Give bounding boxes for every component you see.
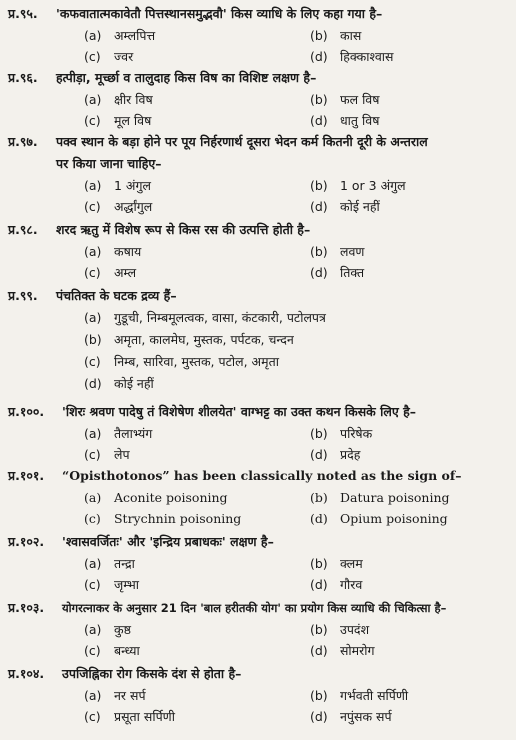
option-d: (d) नपुंसक सर्प — [310, 709, 392, 724]
option-c: (c) निम्ब, सारिवा, मुस्तक, पटोल, अमृता — [84, 354, 279, 369]
option-c: (c) ज्वर — [84, 49, 134, 64]
question-text: 'श्वासवर्जितः' और 'इन्द्रिय प्रबाधकः' लक्षण है– — [62, 534, 274, 549]
question-103 — [0, 598, 516, 662]
option-d: (d) तिक्त — [310, 265, 365, 280]
option-c: (c) लेप — [84, 447, 130, 462]
question-number: प्र.९९. — [8, 288, 38, 303]
option-d: (d) हिक्काश्वास — [310, 49, 394, 64]
question-text: पंचतिक्त के घटक द्रव्य हैं– — [56, 288, 177, 303]
option-b: (b) फल विष — [310, 92, 380, 107]
question-104 — [0, 664, 516, 728]
option-a: (a) क्षीर विष — [84, 92, 153, 107]
option-c: (c) Strychnin poisoning — [84, 511, 242, 526]
option-c: (c) मूल विष — [84, 113, 152, 128]
question-number: प्र.९६. — [8, 70, 38, 85]
question-98 — [0, 220, 516, 284]
question-100 — [0, 402, 516, 466]
option-b: (b) लवण — [310, 244, 365, 259]
question-text: 'कफवातात्मकावेतौ पित्तस्थानसमुद्भवौ' किस व्याधि के लिए कहा गया है– — [56, 6, 383, 21]
option-a: (a) 1 अंगुल — [84, 178, 151, 193]
option-a: (a) Aconite poisoning — [84, 490, 228, 505]
question-number: प्र.१०१. — [8, 468, 45, 483]
option-c: (c) अम्ल — [84, 265, 137, 280]
option-b: (b) परिषेक — [310, 426, 373, 441]
question-text-continued: पर किया जाना चाहिए– — [56, 156, 162, 171]
question-102 — [0, 532, 516, 596]
option-c: (c) जृम्भा — [84, 577, 140, 592]
question-text: पक्व स्थान के बड़ा होने पर पूय निर्हरणार्थ दूसरा भेदन कर्म कितनी दूरी के अन्तराल — [56, 134, 428, 149]
option-a: (a) नर सर्प — [84, 688, 146, 703]
option-d: (d) Opium poisoning — [310, 511, 448, 526]
question-text: 'शिरः श्रवण पादेषु तं विशेषेण शीलयेत' वाग्भट्ट का उक्त कथन किसके लिए है– — [62, 404, 416, 419]
option-a: (a) तन्द्रा — [84, 556, 135, 571]
question-number: प्र.१००. — [8, 404, 45, 419]
question-text: हत्पीड़ा, मूर्च्छा व तालुदाह किस विष का विशिष्ट लक्षण है– — [56, 70, 317, 85]
question-number: प्र.९७. — [8, 134, 38, 149]
option-b: (b) क्लम — [310, 556, 363, 571]
option-c: (c) बन्ध्या — [84, 643, 140, 658]
question-number: प्र.१०२. — [8, 534, 45, 549]
option-b: (b) Datura poisoning — [310, 490, 450, 505]
option-d: (d) धातु विष — [310, 113, 380, 128]
question-number: प्र.१०४. — [8, 666, 45, 681]
option-d: (d) प्रदेह — [310, 447, 361, 462]
question-number: प्र.१०३. — [8, 600, 45, 615]
question-number: प्र.९५. — [8, 6, 38, 21]
question-95 — [0, 4, 516, 68]
option-b: (b) 1 or 3 अंगुल — [310, 178, 406, 193]
option-c: (c) प्रसूता सर्पिणी — [84, 709, 175, 724]
question-96 — [0, 68, 516, 132]
option-a: (a) तैलाभ्यंग — [84, 426, 153, 441]
option-d: (d) सोमरोग — [310, 643, 375, 658]
question-101 — [0, 466, 516, 530]
option-a: (a) कुष्ठ — [84, 622, 131, 637]
option-c: (c) अर्द्धांगुल — [84, 199, 153, 214]
option-a: (a) गुडूची, निम्बमूलत्वक, वासा, कंटकारी, पटोलपत्र — [84, 310, 326, 325]
question-text: योगरत्नाकर के अनुसार 21 दिन 'बाल हरीतकी योग' का प्रयोग किस व्याधि की चिकित्सा है– — [62, 601, 447, 615]
question-text: शरद ऋतु में विशेष रूप से किस रस की उत्पत्ति होती है– — [56, 222, 311, 237]
question-text: उपजिह्निका रोग किसके दंश से होता है– — [62, 666, 242, 681]
option-d: (d) गौरव — [310, 577, 363, 592]
question-text: “Opisthotonos” has been classically noted as the sign of– — [62, 468, 462, 483]
option-a: (a) कषाय — [84, 244, 142, 259]
question-97 — [0, 132, 516, 218]
option-a: (a) अम्लपित्त — [84, 28, 156, 43]
option-b: (b) गर्भवती सर्पिणी — [310, 688, 409, 703]
question-number: प्र.९८. — [8, 222, 38, 237]
question-99 — [0, 286, 516, 394]
option-d: (d) कोई नहीं — [84, 376, 154, 391]
option-b: (b) अमृता, कालमेघ, मुस्तक, पर्पटक, चन्दन — [84, 332, 294, 347]
option-b: (b) उपदंश — [310, 622, 370, 637]
option-d: (d) कोई नहीं — [310, 199, 380, 214]
option-b: (b) कास — [310, 28, 362, 43]
